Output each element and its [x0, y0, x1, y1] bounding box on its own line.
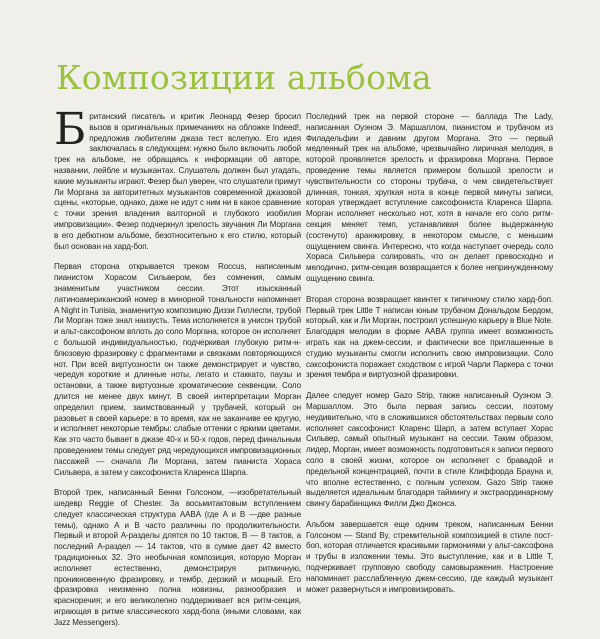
paragraph-reggie-of-chester: Второй трек, написанный Бенни Голсоном, —изобретательный шедевр Reggie of Chester. За восьмитактовым вступлением следует классическая структура AABA (где A и B —две разные темы), однако A и B часто различны по продолжительности. Первый и второй A-разделы длятся по 10 тактов, B — 8 тактов, а последний A-раздел — 14 тактов, что в сумме дает 42 вместо традиционных 32. Это необычная композиция, которую Морган исполняет естественно, демонстрируя ритмичную, проникновенную фразировку, и тембр, дерзкий и мощный. Его фразировка неизменно полна новизны, разнообразия и красноречия; и его великолепно поддерживает вся ритм-секция, играющая в ритме классического хард-бопа (иными словами, как Jazz Messengers).: [54, 488, 301, 627]
paragraph-intro-text: ританский писатель и критик Леонард Фезер бросил вызов в оригинальных примечаниях на обложке Indeed!, предложив любителям джаза тест вслепую. Его идея заключалась в следующем: нужно было включить любой трек на альбоме, не обращаясь к информации об авторе, названии, лейбле и музыкантах. Слушатель должен был угадать, какие музыканты играют. Фезер был уверен, что слушатели примут Ли Моргана за авторитетных музыкантов современной джазовой сцены, «которые, однако, даже не идут с ним ни в какое сравнение с точки зрения владения валторной и глубокого изобилия импровизации». Фезер подчеркнул зрелость звучания Ли Моргана в его дебютном альбоме, безотносительно к его стилю, который был основан на хард-боп.: [54, 112, 301, 251]
page-title: Композиции альбома: [56, 58, 432, 97]
paragraph-intro: [54, 104, 301, 252]
paragraph-roccus: Первая сторона открывается треком Roccus, написанным пианистом Хорасом Сильвером, без сомнения, самым знаменитым участником сессии. Этот изысканный латиноамериканский номер в минорной тональности напоминает A Night in Tunisia, знаменитую композицию Диззи Гиллеспи, трубой Ли Морган тоже знал наизусть. Тема исполняется в унисон трубой и альт-саксофоном вплоть до соло Моргана, которое он исполняет с большой индивидуальностью, подчеркивая глубокую ритм-н-блюзовую фразировку с фрагментами и связками повторяющихся нот. При всей виртуозности он также демонстрирует и чувство, чередуя короткие и длинные ноты, легато и стаккато, паузы и остановки, а также виртуозные хроматические секвенции. Соло длится не менее двух минут. В своей интерпретации Морган определил прием, заимствованный у трубачей, который он разовьет в своей карьере: в то время, как не заканчиве ее кругую, и исполняет некоторые тембры: слабые оттенки с яркими цветами. Как это часто бывает в джазе 40-х и 50-х годов, перед финальным проведением темы следует ряд чередующихся импровизационных пассажей — сначала Ли Моргана, затем пианиста Хораса Сильвера, а затем у саксофониста Кларенса Шарпа.: [54, 262, 301, 477]
right-column: [306, 112, 553, 605]
paragraph-little-t: Вторая сторона возвращает квинтет к типичному стилю хард-боп. Первый трек Little T написан юным трубачом Дональдом Бердом, который, как и Ли Морган, построил успешную карьеру в Blue Note. Благодаря мелодии в форме AABA группа имеет возможность играть как на джем-сессии, и фактически все приглашенные в студию музыканты смогли исполнить свою импровизации. Соло саксофониста поражает сходством с игрой Чарли Паркера с точки зрения тембра и виртуозной фразировки.: [306, 294, 553, 380]
paragraph-the-lady: Последний трек на первой стороне — баллада The Lady, написанная Оуэном Э. Маршаллом, пианистом и трубачом из Филадельфии и давним другом Моргана. Это — первый медленный трек на альбоме, чрезвычайно лиричная мелодия, в которой проявляется зрелость и фразировка Моргана. Первое проведение темы является примером большой зрелости и чувствительности со стороны трубача, о чем свидетельствует длинная, тонкая, хрупкая нота в конце первой минуты записи, которая утверждает вступление саксофониста Кларенса Шарпа. Морган исполняет несколько нот, хотя в начале его соло ритм-секция меняет темп, устанавливая более выдержанную (состенуто) аранжировку, в некотором смысле, с меньшим ощущением свинга. Интересно, что когда наступает очередь соло Хораса Сильвера солировать, что он делает превосходно и мелодично, ритм-секция возвращается к более непринужденному ощущению свинга.: [306, 112, 553, 283]
paragraph-gazo-strip: Далее следует номер Gazo Strip, также написанный Оуэном Э. Маршаллом. Это была первая запись сессии, поэтому неудивительно, что в сложившихся обстоятельствах первым соло исполняет саксофонист Кларенс Шарп, а затем вступает Хорас Сильвер, самый опытный музыкант на сессии. Таким образом, лидер, Морган, имеет возможность подготовиться к записи первого соло в своей жизни, которое он исполняет с бравадой и предельной концентрацией, почти в стиле Клиффорда Брауна и, что вполне естественно, с полным успехом. Gazo Strip также выделяется идеальным благодаря таймингу и экстраординарному свингу барабанщика Филли Джо Джонса.: [306, 391, 553, 509]
paragraph-stand-by: Альбом завершается еще одним треком, написанным Бенни Голсоном — Stand By, стремительной композицией в стиле пост-боп, которая отличается красивыми гармониями у альт-саксофона и трубы в изложении темы. Это выступление, как и в Little T, подчеркивает групповую свободу самовыражения. Настроение напоминает расслабленную джем-сессию, где каждый музыкант может развернуться и импровизировать.: [306, 519, 553, 594]
drop-cap: Б: [54, 104, 87, 155]
left-column: [54, 104, 301, 639]
